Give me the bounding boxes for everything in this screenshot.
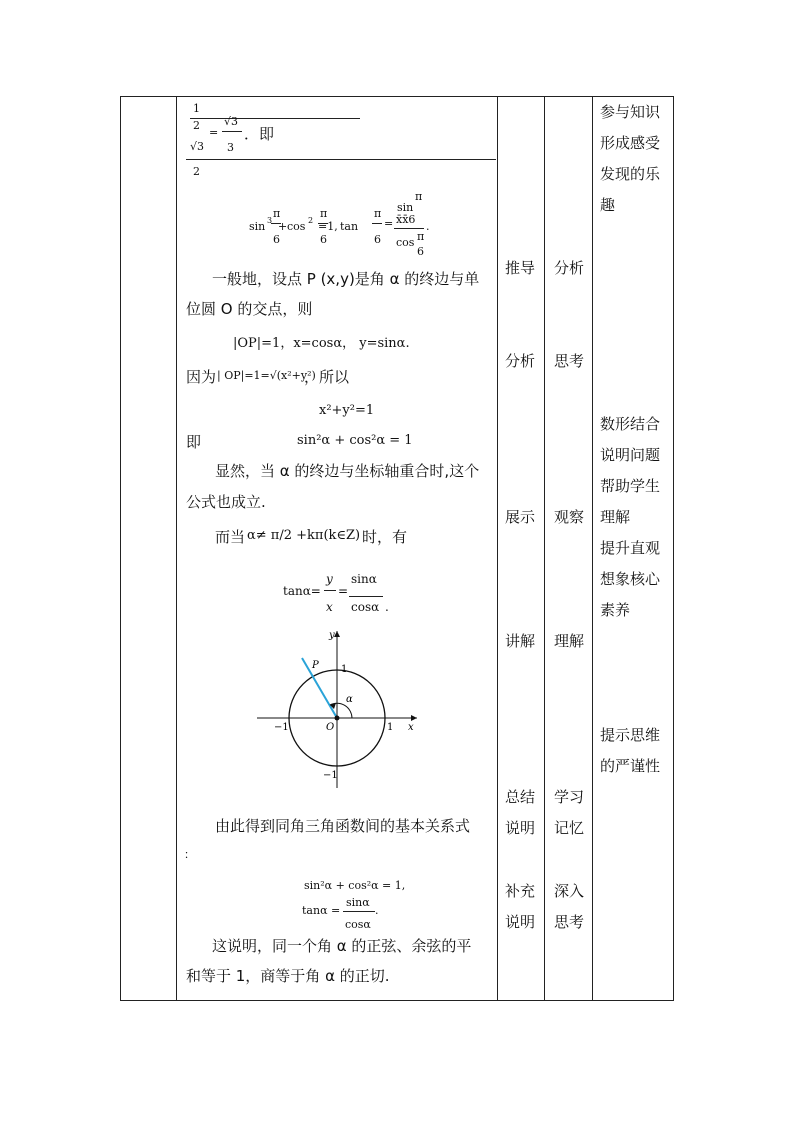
id-pi5: π	[417, 230, 425, 243]
label-alpha: α	[346, 694, 353, 705]
para1b: 位圆 O 的交点，则	[186, 300, 313, 318]
id-period: .	[426, 220, 430, 233]
tan-bar2	[349, 596, 383, 597]
id-bar3	[372, 223, 382, 224]
id-six2: 6	[320, 233, 327, 246]
label-one-top: 1	[341, 664, 348, 675]
teacher-item-5: 总结	[505, 788, 536, 806]
basic2-end: .	[375, 904, 379, 917]
label-x: x	[408, 722, 414, 733]
intent-b-3: 帮助学生	[600, 477, 661, 495]
label-O: O	[326, 722, 335, 733]
id-sin-label: sin	[397, 201, 414, 214]
id-six5: 6	[417, 245, 424, 258]
x-axis-arrow	[411, 715, 417, 721]
basic2-den: cosα	[345, 918, 371, 931]
student-item-5: 学习	[554, 788, 585, 806]
frac-den3: 3	[227, 141, 234, 154]
teacher-item-6: 说明	[505, 819, 536, 837]
col-divider-1	[176, 96, 177, 1001]
label-neg-one-bottom: −1	[323, 770, 338, 781]
label-one-right: 1	[387, 722, 394, 733]
tan-y: y	[326, 572, 333, 586]
id-cos: cos	[287, 220, 306, 233]
id-eq2: =	[384, 217, 394, 230]
student-item-8: 思考	[554, 913, 585, 931]
origin-point	[335, 716, 340, 721]
frac-sqrt3-top: √3	[224, 115, 239, 128]
col-divider-3	[544, 96, 545, 1001]
id-sup3: 3	[267, 216, 273, 225]
id-tan: tan	[340, 220, 359, 233]
frac-bar-main	[186, 159, 496, 160]
intent-b-6: 想象核心	[600, 570, 661, 588]
id-pi4: π	[415, 190, 423, 203]
student-item-2: 思考	[554, 352, 585, 370]
teacher-item-1: 推导	[505, 259, 536, 277]
col-divider-2	[497, 96, 498, 1001]
frac-num1: 1	[193, 102, 200, 115]
id-pi2: π	[320, 207, 328, 220]
intent-b-1: 数形结合	[600, 415, 661, 433]
teacher-item-8: 说明	[505, 913, 536, 931]
id-sin: sin	[249, 220, 266, 233]
id-cos-label: cos	[396, 236, 415, 249]
tan-bar1	[324, 590, 336, 591]
para3-expr: α≠ π/2 +kπ(k∈Z)	[247, 528, 361, 543]
id-six3: 6	[374, 233, 381, 246]
frac-eq: =	[209, 126, 219, 139]
ji: 即	[186, 433, 202, 451]
para5b: 和等于 1，商等于角 α 的正切.	[186, 967, 390, 985]
eq-sincos: sin²α + cos²α = 1	[297, 433, 413, 448]
tan-sin: sinα	[351, 572, 377, 586]
so: ，所以	[304, 368, 350, 386]
terminal-side	[302, 658, 337, 718]
id-pi3: π	[374, 207, 382, 220]
para5: 这说明，同一个角 α 的正弦、余弦的平	[212, 937, 472, 955]
para2: 显然，当 α 的终边与坐标轴重合时,这个	[215, 462, 480, 480]
intent-c-1: 提示思维	[600, 726, 661, 744]
intent-a-4: 趣	[600, 196, 616, 214]
intent-b-2: 说明问题	[600, 446, 661, 464]
para4: 由此得到同角三角函数间的基本关系式	[215, 817, 471, 835]
student-item-3: 观察	[554, 508, 585, 526]
para2b: 公式也成立.	[186, 493, 266, 511]
para3-pre: 而当	[215, 528, 246, 546]
intent-b-7: 素养	[600, 601, 631, 619]
teacher-item-2: 分析	[505, 352, 536, 370]
basic2-bar	[343, 911, 375, 912]
lesson-table	[120, 96, 674, 1001]
intent-a-2: 形成感受	[600, 134, 661, 152]
teacher-item-4: 讲解	[505, 632, 536, 650]
colon: ：	[184, 848, 195, 861]
intent-a-3: 发现的乐	[600, 165, 661, 183]
label-P: P	[312, 660, 319, 671]
label-y: y	[329, 630, 335, 641]
id-sup2: 2	[308, 216, 314, 225]
student-item-1: 分析	[554, 259, 585, 277]
id-plus: +	[278, 220, 288, 233]
frac-den2: 2	[193, 165, 200, 178]
teacher-item-3: 展示	[505, 508, 536, 526]
basic2-num: sinα	[346, 896, 370, 909]
intent-c-2: 的严谨性	[600, 757, 661, 775]
tan-lhs: tanα=	[283, 584, 321, 598]
id-six1: 6	[273, 233, 280, 246]
tan-x: x	[326, 600, 333, 614]
y-axis-arrow	[334, 631, 340, 637]
para3-post: 时，有	[362, 528, 408, 546]
basic1: sin²α + cos²α = 1,	[304, 879, 406, 892]
id-bar4	[394, 228, 424, 229]
frac-den1: 2	[193, 119, 200, 132]
id-pi1: π	[273, 207, 281, 220]
student-item-6: 记忆	[554, 819, 585, 837]
frac-bar-long	[190, 118, 360, 119]
because-expr: | OP|=1=√(x²+y²)	[217, 369, 316, 382]
frac-sqrt3-left: √3	[190, 140, 205, 153]
intent-a-1: 参与知识	[600, 103, 661, 121]
student-item-4: 理解	[554, 632, 585, 650]
tan-cos: cosα	[351, 600, 380, 614]
unit-circle-diagram	[252, 628, 422, 793]
student-item-7: 深入	[554, 882, 585, 900]
intent-b-4: 理解	[600, 508, 631, 526]
tan-eq: =	[338, 584, 349, 598]
frac-bar-short	[222, 131, 242, 132]
id-eq1: =1,	[318, 220, 338, 233]
id-mid: x̄x̄6	[396, 213, 416, 226]
op-line: |OP|=1，x=cosα， y=sinα.	[233, 336, 410, 351]
intent-b-5: 提升直观	[600, 539, 661, 557]
frac-ji: ．即	[244, 125, 275, 143]
label-neg-one-left: −1	[274, 722, 289, 733]
basic2-lhs: tanα =	[302, 904, 341, 917]
col-divider-4	[592, 96, 593, 1001]
teacher-item-7: 补充	[505, 882, 536, 900]
tan-end: .	[385, 600, 389, 614]
para1: 一般地，设点 P (x,y)是角 α 的终边与单	[212, 270, 480, 288]
because: 因为	[186, 368, 217, 386]
eq-xy: x²+y²=1	[319, 403, 375, 418]
